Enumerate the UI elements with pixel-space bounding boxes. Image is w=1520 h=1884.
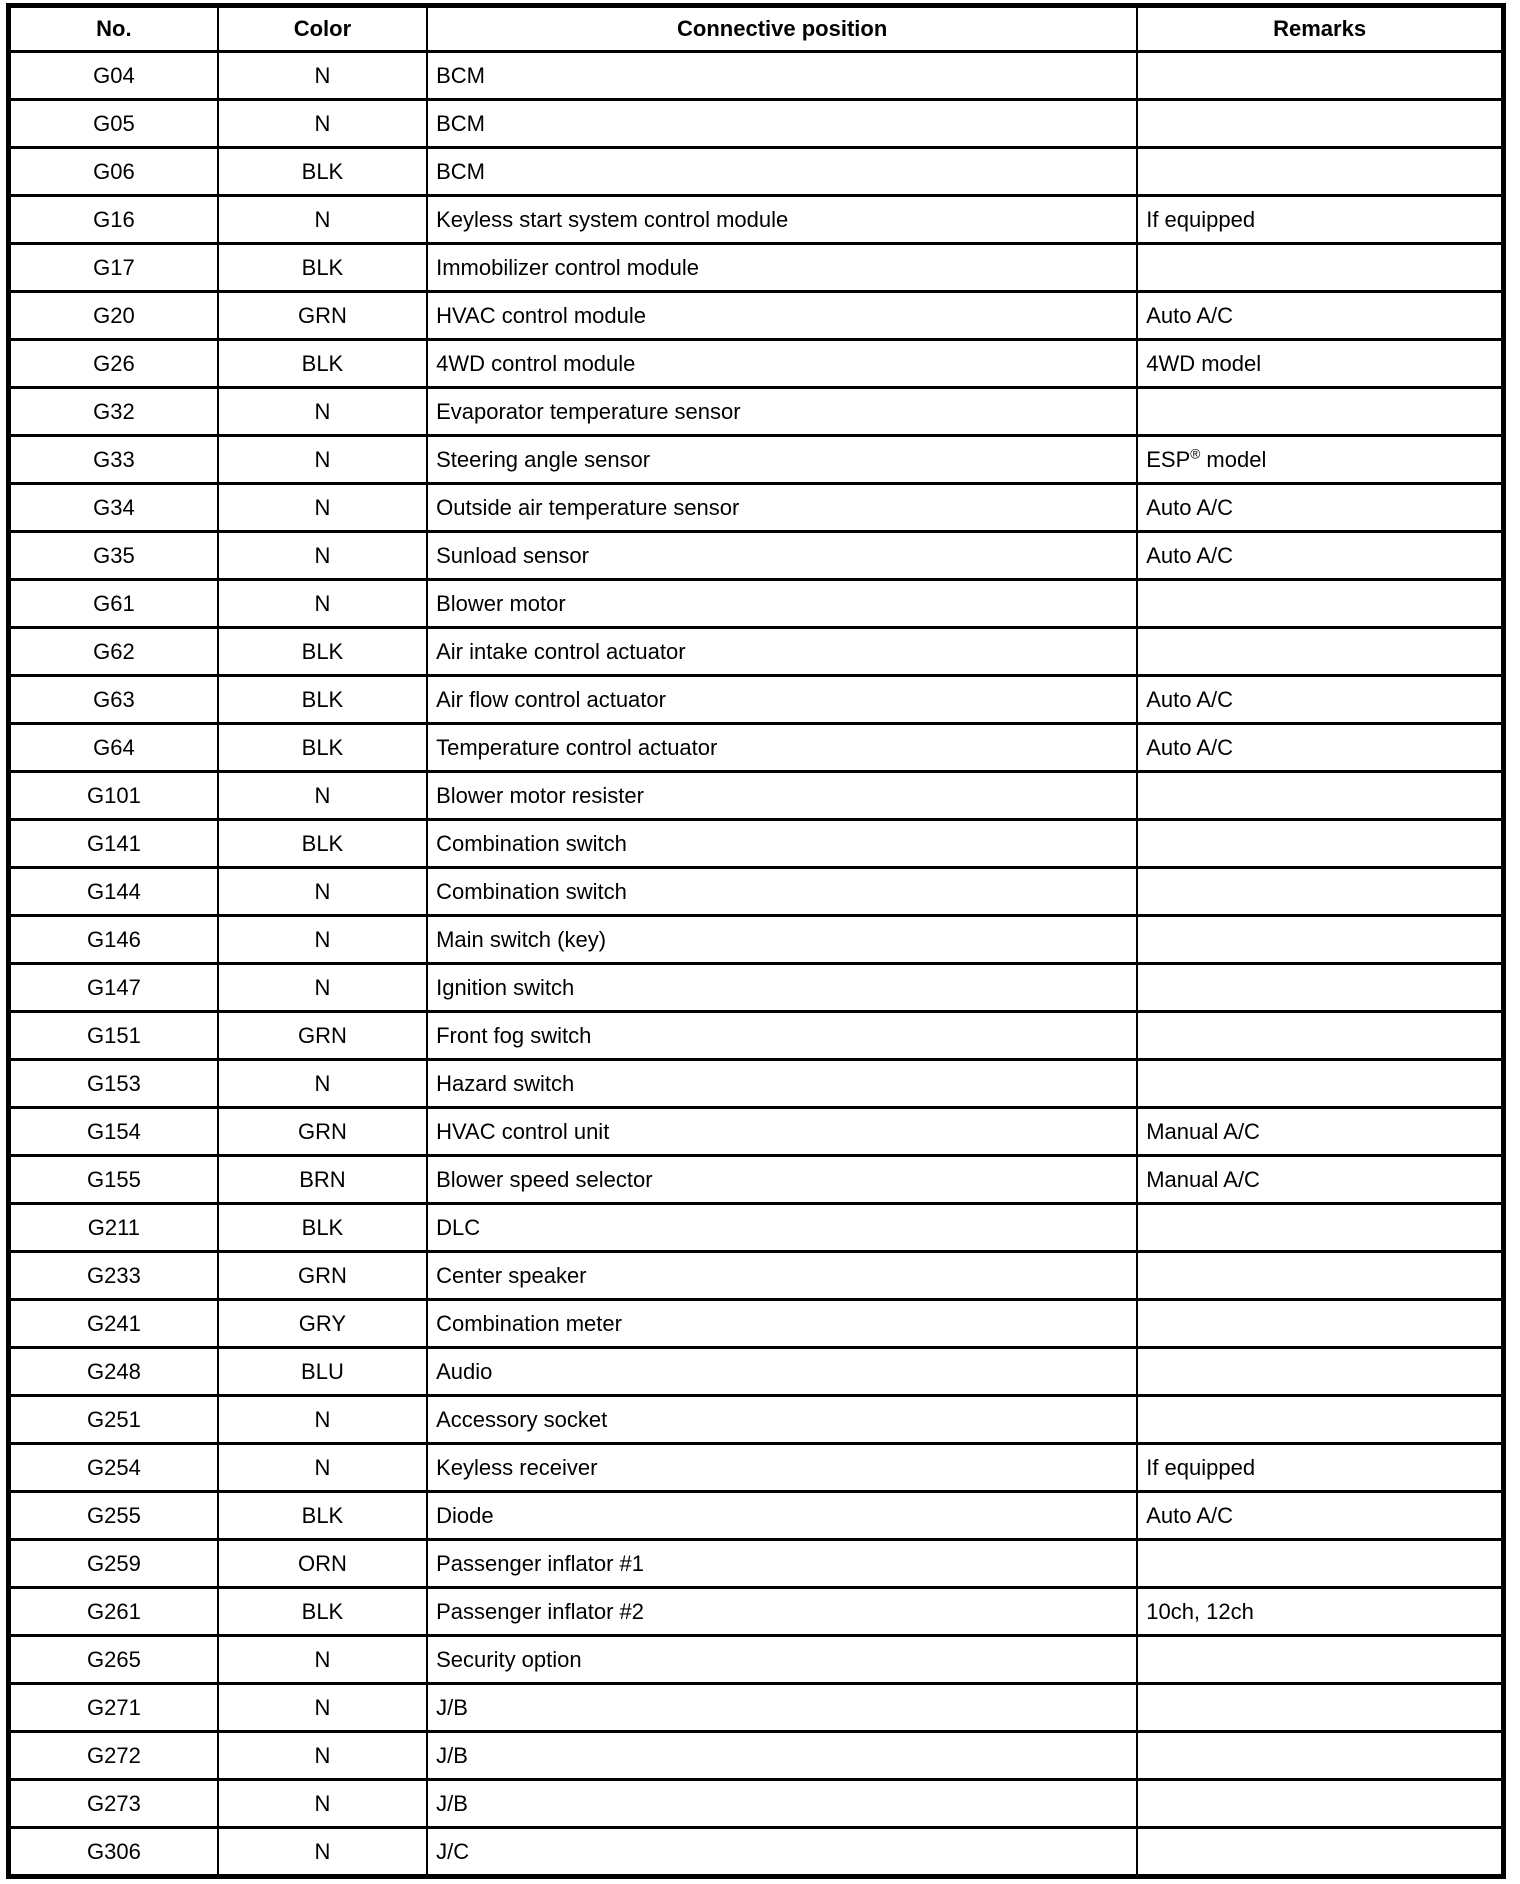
cell-position: Passenger inflator #1 [427,1540,1137,1588]
table-row [9,1492,1504,1540]
cell-remarks [1137,1012,1503,1060]
col-header-color: Color [218,6,427,52]
cell-color: N [218,1060,427,1108]
cell-position: DLC [427,1204,1137,1252]
table-row [9,628,1504,676]
cell-remarks [1137,1252,1503,1300]
cell-color: BLK [218,244,427,292]
table-row [9,436,1504,484]
table-row [9,532,1504,580]
table-row [9,1732,1504,1780]
document-page [6,3,1506,1879]
cell-remarks: Auto A/C [1137,1492,1503,1540]
cell-no: G17 [9,244,218,292]
cell-remarks [1137,1060,1503,1108]
table-row [9,676,1504,724]
table-header [9,6,1504,52]
cell-remarks: Manual A/C [1137,1156,1503,1204]
cell-remarks [1137,820,1503,868]
cell-color: N [218,1636,427,1684]
cell-color: N [218,1828,427,1877]
cell-no: G34 [9,484,218,532]
cell-position: Main switch (key) [427,916,1137,964]
cell-no: G273 [9,1780,218,1828]
cell-color: GRY [218,1300,427,1348]
cell-position: Evaporator temperature sensor [427,388,1137,436]
cell-no: G306 [9,1828,218,1877]
cell-remarks [1137,868,1503,916]
cell-remarks: 10ch, 12ch [1137,1588,1503,1636]
cell-no: G241 [9,1300,218,1348]
cell-color: BLK [218,148,427,196]
cell-position: Passenger inflator #2 [427,1588,1137,1636]
cell-position: HVAC control module [427,292,1137,340]
cell-no: G32 [9,388,218,436]
cell-remarks [1137,148,1503,196]
cell-no: G271 [9,1684,218,1732]
table-row [9,52,1504,100]
cell-position: Combination switch [427,868,1137,916]
cell-color: N [218,532,427,580]
cell-no: G63 [9,676,218,724]
cell-position: Air intake control actuator [427,628,1137,676]
cell-no: G146 [9,916,218,964]
cell-no: G64 [9,724,218,772]
cell-position: J/B [427,1780,1137,1828]
table-row [9,1444,1504,1492]
cell-remarks [1137,388,1503,436]
cell-no: G154 [9,1108,218,1156]
cell-remarks [1137,580,1503,628]
cell-position: BCM [427,148,1137,196]
cell-remarks [1137,100,1503,148]
cell-no: G255 [9,1492,218,1540]
cell-color: N [218,100,427,148]
cell-color: N [218,772,427,820]
table-row [9,196,1504,244]
cell-no: G62 [9,628,218,676]
col-header-no: No. [9,6,218,52]
cell-position: BCM [427,52,1137,100]
cell-color: N [218,1732,427,1780]
cell-no: G04 [9,52,218,100]
cell-color: N [218,52,427,100]
table-row [9,1828,1504,1877]
cell-no: G147 [9,964,218,1012]
table-row [9,1636,1504,1684]
table-body [9,52,1504,1877]
cell-color: BLK [218,1492,427,1540]
table-row [9,244,1504,292]
table-row [9,1060,1504,1108]
cell-remarks: ESP® model [1137,436,1503,484]
cell-color: BLK [218,820,427,868]
table-row [9,1204,1504,1252]
table-row [9,1252,1504,1300]
cell-position: Combination meter [427,1300,1137,1348]
table-row [9,1156,1504,1204]
table-row [9,964,1504,1012]
cell-no: G144 [9,868,218,916]
table-row [9,772,1504,820]
cell-no: G272 [9,1732,218,1780]
cell-color: N [218,1444,427,1492]
cell-no: G35 [9,532,218,580]
cell-position: Accessory socket [427,1396,1137,1444]
cell-color: N [218,1684,427,1732]
cell-position: Steering angle sensor [427,436,1137,484]
cell-color: N [218,580,427,628]
cell-no: G20 [9,292,218,340]
cell-color: BLK [218,628,427,676]
cell-color: N [218,388,427,436]
cell-position: Audio [427,1348,1137,1396]
cell-position: Blower motor [427,580,1137,628]
cell-no: G254 [9,1444,218,1492]
cell-no: G101 [9,772,218,820]
cell-color: N [218,436,427,484]
cell-color: N [218,1396,427,1444]
cell-no: G153 [9,1060,218,1108]
cell-no: G233 [9,1252,218,1300]
cell-no: G141 [9,820,218,868]
cell-position: Center speaker [427,1252,1137,1300]
cell-remarks: Auto A/C [1137,676,1503,724]
cell-remarks [1137,772,1503,820]
header-row [9,6,1504,52]
table-row [9,292,1504,340]
cell-no: G33 [9,436,218,484]
table-row [9,340,1504,388]
cell-position: J/B [427,1684,1137,1732]
cell-position: Keyless receiver [427,1444,1137,1492]
col-header-remarks: Remarks [1137,6,1503,52]
cell-remarks: 4WD model [1137,340,1503,388]
cell-remarks: Auto A/C [1137,292,1503,340]
cell-no: G06 [9,148,218,196]
cell-position: HVAC control unit [427,1108,1137,1156]
cell-color: BLK [218,1588,427,1636]
table-row [9,388,1504,436]
cell-remarks [1137,1396,1503,1444]
cell-position: Front fog switch [427,1012,1137,1060]
table-row [9,1300,1504,1348]
table-row [9,1588,1504,1636]
registered-trademark-symbol: ® [1190,446,1201,462]
cell-remarks [1137,244,1503,292]
cell-color: BRN [218,1156,427,1204]
cell-remarks: Manual A/C [1137,1108,1503,1156]
cell-no: G61 [9,580,218,628]
table-row [9,580,1504,628]
cell-remarks [1137,1732,1503,1780]
table-row [9,1108,1504,1156]
cell-color: N [218,916,427,964]
cell-remarks [1137,1828,1503,1877]
cell-position: J/C [427,1828,1137,1877]
cell-no: G259 [9,1540,218,1588]
cell-position: Hazard switch [427,1060,1137,1108]
cell-remarks [1137,628,1503,676]
table-row [9,484,1504,532]
col-header-position: Connective position [427,6,1137,52]
cell-position: J/B [427,1732,1137,1780]
cell-color: BLK [218,340,427,388]
cell-color: ORN [218,1540,427,1588]
table-row [9,1684,1504,1732]
cell-position: Ignition switch [427,964,1137,1012]
cell-remarks [1137,1300,1503,1348]
cell-remarks [1137,1348,1503,1396]
cell-remarks: If equipped [1137,196,1503,244]
cell-position: Combination switch [427,820,1137,868]
table-row [9,1540,1504,1588]
table-row [9,1012,1504,1060]
cell-position: Security option [427,1636,1137,1684]
cell-color: BLK [218,676,427,724]
cell-remarks: Auto A/C [1137,484,1503,532]
table-row [9,820,1504,868]
table-row [9,724,1504,772]
cell-position: Keyless start system control module [427,196,1137,244]
cell-position: Sunload sensor [427,532,1137,580]
cell-no: G251 [9,1396,218,1444]
table-row [9,148,1504,196]
cell-position: Outside air temperature sensor [427,484,1137,532]
cell-position: Temperature control actuator [427,724,1137,772]
cell-no: G151 [9,1012,218,1060]
cell-no: G265 [9,1636,218,1684]
cell-color: GRN [218,1108,427,1156]
cell-position: 4WD control module [427,340,1137,388]
cell-remarks [1137,52,1503,100]
cell-color: BLK [218,1204,427,1252]
table-row [9,868,1504,916]
cell-remarks [1137,1540,1503,1588]
table-row [9,916,1504,964]
cell-color: N [218,196,427,244]
cell-position: Blower motor resister [427,772,1137,820]
cell-remarks [1137,964,1503,1012]
cell-no: G26 [9,340,218,388]
connector-table [6,3,1506,1879]
cell-color: GRN [218,1012,427,1060]
cell-remarks [1137,1684,1503,1732]
cell-no: G248 [9,1348,218,1396]
cell-remarks [1137,1780,1503,1828]
cell-color: GRN [218,1252,427,1300]
cell-color: N [218,868,427,916]
cell-color: BLK [218,724,427,772]
cell-remarks [1137,1204,1503,1252]
cell-position: BCM [427,100,1137,148]
cell-position: Immobilizer control module [427,244,1137,292]
cell-remarks: Auto A/C [1137,532,1503,580]
cell-no: G261 [9,1588,218,1636]
cell-position: Air flow control actuator [427,676,1137,724]
cell-position: Diode [427,1492,1137,1540]
table-row [9,1780,1504,1828]
cell-remarks [1137,1636,1503,1684]
cell-color: GRN [218,292,427,340]
cell-no: G155 [9,1156,218,1204]
cell-no: G05 [9,100,218,148]
cell-color: N [218,964,427,1012]
cell-remarks: Auto A/C [1137,724,1503,772]
table-row [9,1348,1504,1396]
cell-color: N [218,484,427,532]
cell-remarks [1137,916,1503,964]
cell-position: Blower speed selector [427,1156,1137,1204]
cell-no: G211 [9,1204,218,1252]
cell-remarks: If equipped [1137,1444,1503,1492]
cell-color: BLU [218,1348,427,1396]
cell-no: G16 [9,196,218,244]
table-row [9,100,1504,148]
cell-color: N [218,1780,427,1828]
table-row [9,1396,1504,1444]
